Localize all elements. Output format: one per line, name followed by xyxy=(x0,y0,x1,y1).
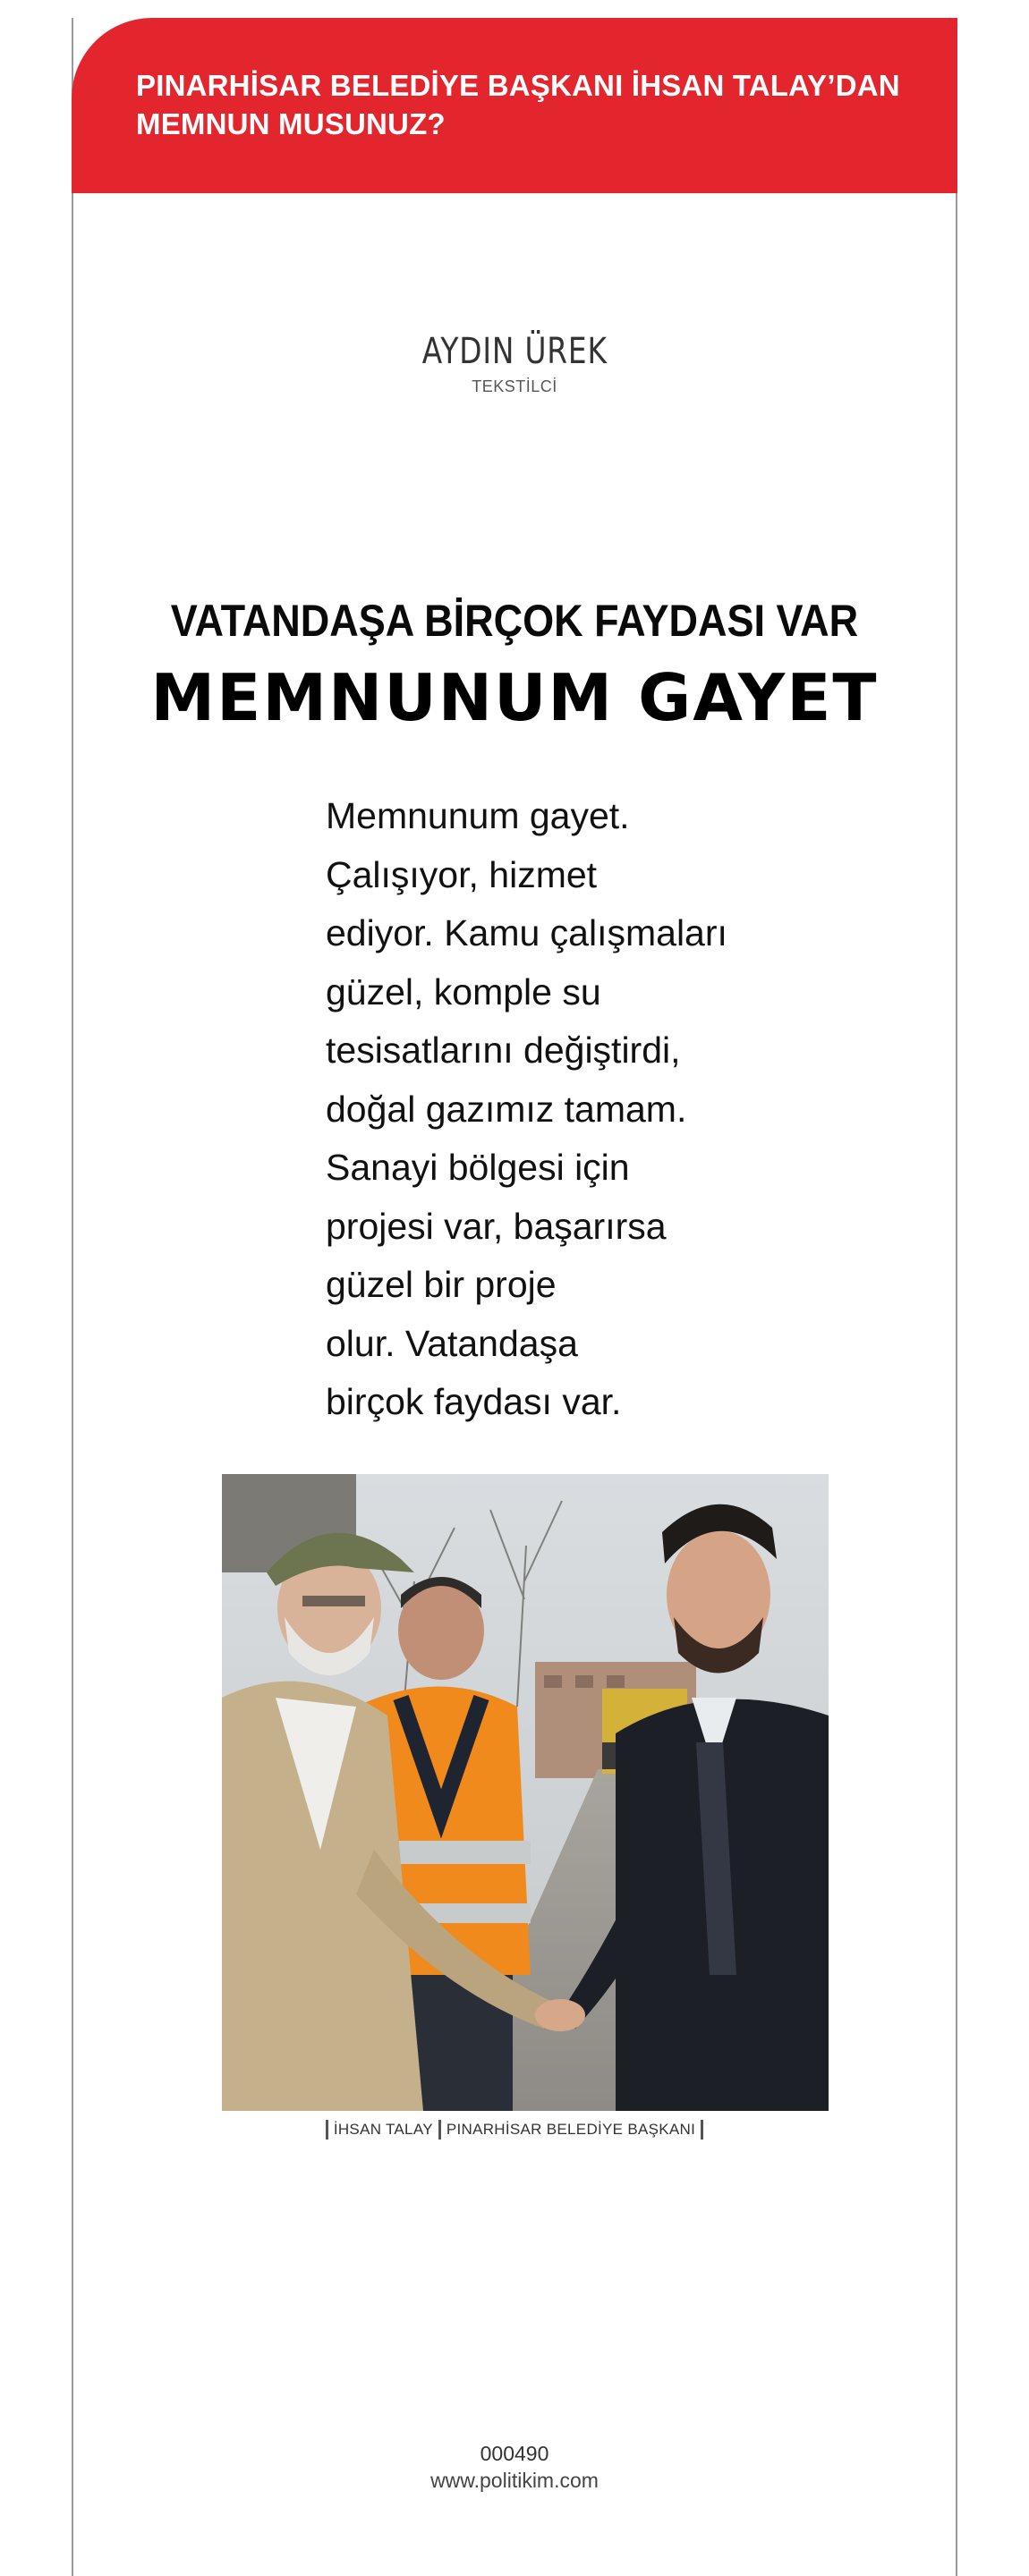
banner-title-line-2: MEMNUN MUSUNUZ? xyxy=(136,107,446,140)
byline xyxy=(0,331,1029,396)
headline-main: MEMNUNUM GAYET xyxy=(150,660,879,735)
caption-divider xyxy=(326,2120,328,2140)
quote-line: tesisatlarını değiştirdi, xyxy=(326,1030,681,1071)
page-footer xyxy=(0,2440,1029,2494)
caption-divider xyxy=(438,2120,441,2140)
author-occupation: TEKSTİLCİ xyxy=(472,377,557,395)
photo-caption xyxy=(0,2120,1029,2140)
author-name: AYDIN ÜREK xyxy=(421,331,608,372)
handshake-photo xyxy=(222,1474,829,2111)
headline-kicker: VATANDAŞA BİRÇOK FAYDASI VAR xyxy=(170,596,859,646)
quote-line: birçok faydası var. xyxy=(326,1381,622,1422)
quote-line: ediyor. Kamu çalışmaları xyxy=(326,912,727,953)
header-banner xyxy=(72,18,957,193)
handshake-photo-illustration xyxy=(222,1474,829,2111)
quote-line: projesi var, başarırsa xyxy=(326,1205,667,1247)
footer-website-link[interactable]: www.politikim.com xyxy=(430,2469,599,2492)
quote-line: Çalışıyor, hizmet xyxy=(326,853,598,895)
quote-line: güzel, komple su xyxy=(326,970,601,1013)
caption-person-name: İHSAN TALAY xyxy=(333,2121,433,2138)
quote-line: Memnunum gayet. xyxy=(326,795,630,836)
quote-line: doğal gazımız tamam. xyxy=(326,1088,687,1130)
caption-divider xyxy=(701,2120,703,2140)
banner-title-line-1: PINARHİSAR BELEDİYE BAŞKANI İHSAN TALAY’DAN xyxy=(136,69,900,102)
quote-body xyxy=(326,787,755,1432)
quote-line: olur. Vatandaşa xyxy=(326,1322,578,1364)
quote-line: güzel bir proje xyxy=(326,1264,557,1305)
quote-line: Sanayi bölgesi için xyxy=(326,1147,630,1188)
caption-person-title: PINARHİSAR BELEDİYE BAŞKANI xyxy=(446,2121,696,2138)
footer-code: 000490 xyxy=(480,2442,549,2465)
